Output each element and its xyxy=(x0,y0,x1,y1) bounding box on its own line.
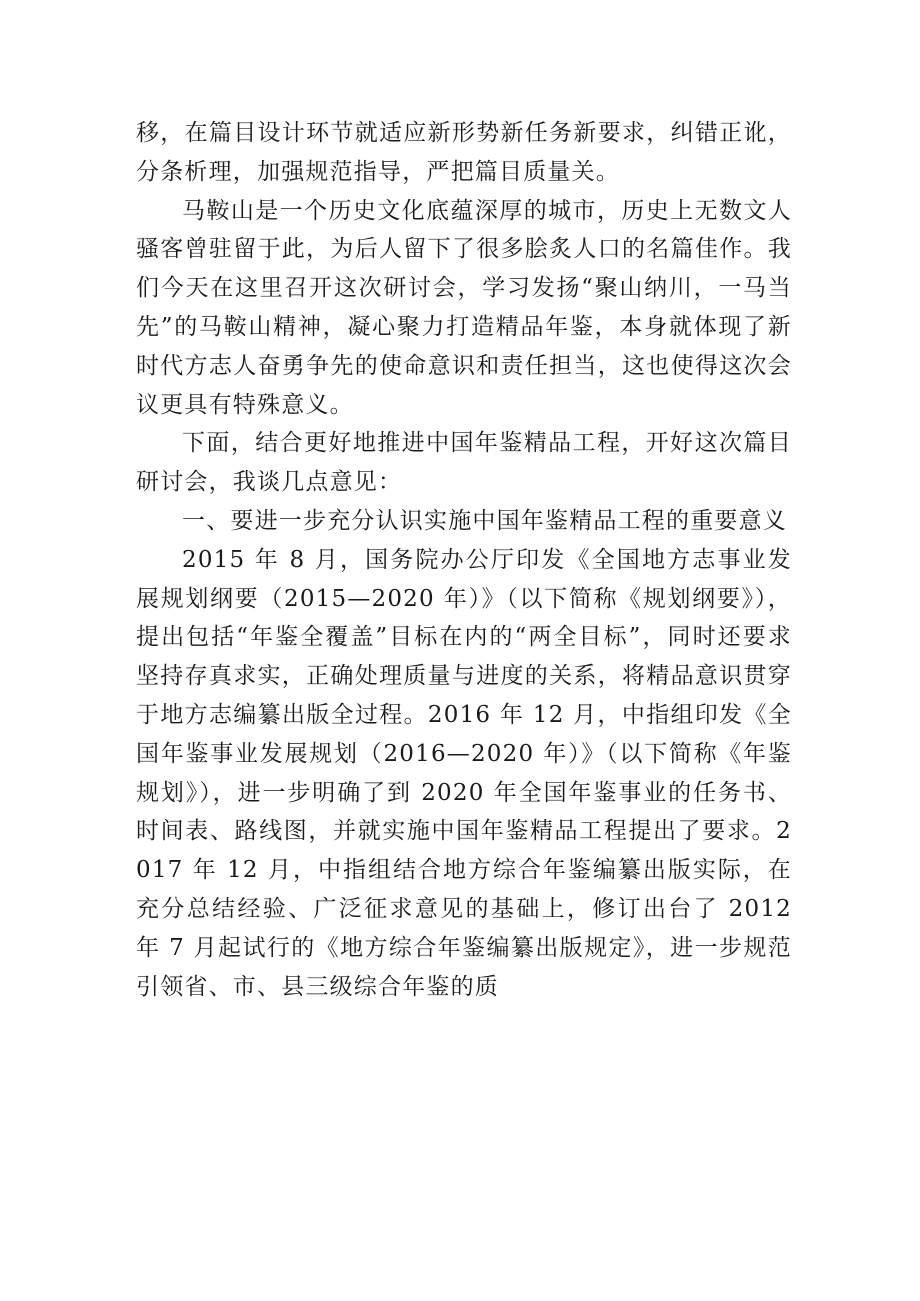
paragraph-continuation: 移，在篇目设计环节就适应新形势新任务新要求，纠错正讹，分条析理，加强规范指导，严把篇目质量关。 xyxy=(136,120,792,185)
document-body xyxy=(136,114,792,1006)
section-heading-1: 一、要进一步充分认识实施中国年鉴精品工程的重要意义 xyxy=(182,507,787,534)
paragraph-maanshan: 马鞍山是一个历史文化底蕴深厚的城市，历史上无数文人骚客曾驻留于此，为后人留下了很多脍炙人口的名篇佳作。我们今天在这里召开这次研讨会，学习发扬“聚山纳川，一马当先”的马鞍山精神，凝心聚力打造精品年鉴，本身就体现了新时代方志人奋勇争先的使命意识和责任担当，这也使得这次会议更具有特殊意义。 xyxy=(136,197,792,418)
paragraph-policy-history: 2015 年 8 月，国务院办公厅印发《全国地方志事业发展规划纲要（2015—2020 年）》（以下简称《规划纲要》），提出包括“年鉴全覆盖”目标在内的“两全目标”，同时还要求坚持存真求实，正确处理质量与进度的关系，将精品意识贯穿于地方志编纂出版全过程。2016 年 12 月，中指组印发《全国年鉴事业发展规划（2016—2020 年）》（以下简称《年鉴规划》），进一步明确了到 2020 年全国年鉴事业的任务书、时间表、路线图，并就实施中国年鉴精品工程提出了要求。2017 年 12 月，中指组结合地方综合年鉴编纂出版实际，在充分总结经验、广泛征求意见的基础上，修订出台了 2012 年 7 月起试行的《地方综合年鉴编纂出版规定》，进一步规范引领省、市、县三级综合年鉴的质 xyxy=(136,546,792,1000)
paragraph-opinions-intro: 下面，结合更好地推进中国年鉴精品工程，开好这次篇目研讨会，我谈几点意见： xyxy=(136,430,792,496)
